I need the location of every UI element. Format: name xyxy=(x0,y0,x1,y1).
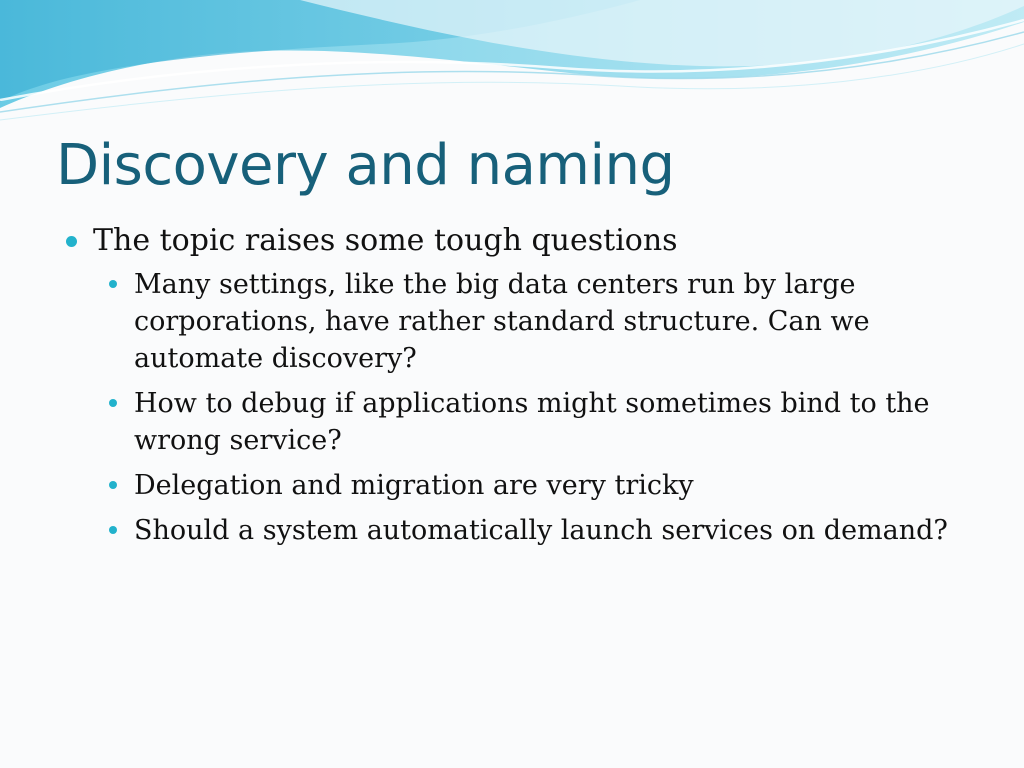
sub-bullet-text: Should a system automatically launch services on demand? xyxy=(134,515,948,546)
slide-body xyxy=(0,222,1024,557)
bullet-dot-icon xyxy=(66,236,77,247)
bullet-dot-icon xyxy=(109,481,117,489)
sub-bullet-item xyxy=(134,512,964,549)
header-wave-decoration xyxy=(0,0,1024,130)
slide-title: Discovery and naming xyxy=(56,133,675,198)
bullet-dot-icon xyxy=(109,399,117,407)
bullet-dot-icon xyxy=(109,526,117,534)
bullet-item xyxy=(93,222,973,260)
bullet-dot-icon xyxy=(109,280,117,288)
sub-bullet-item xyxy=(134,266,964,377)
sub-bullet-item xyxy=(134,385,964,459)
sub-bullet-text: How to debug if applications might sometimes bind to the wrong service? xyxy=(134,388,930,456)
sub-bullet-item xyxy=(134,467,964,504)
sub-bullet-text: Many settings, like the big data centers run by large corporations, have rather standard structure. Can we automate discovery? xyxy=(134,269,870,374)
sub-bullet-text: Delegation and migration are very tricky xyxy=(134,470,694,501)
bullet-text: The topic raises some tough questions xyxy=(93,223,678,258)
